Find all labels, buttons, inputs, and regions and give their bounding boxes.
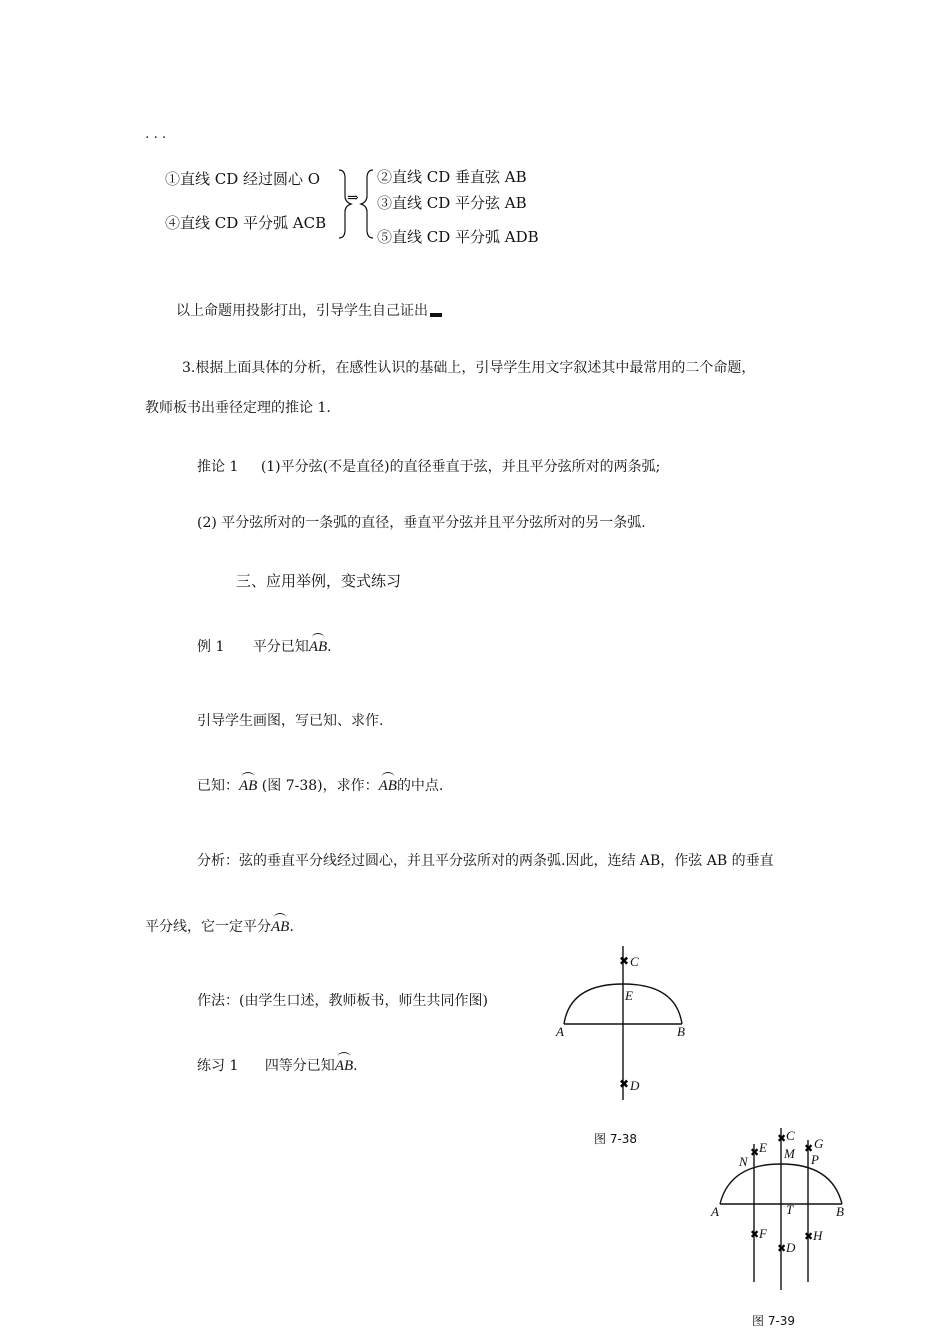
svg-text:✖: ✖ xyxy=(804,1142,814,1155)
fig38-caption: 图 7-38 xyxy=(594,1132,638,1146)
method-text: 作法：(由学生口述，教师板书，师生共同作图) xyxy=(197,993,488,1009)
svg-text:✖: ✖ xyxy=(777,1242,787,1255)
arc-ab: AB xyxy=(239,778,258,794)
paragraph-projection-text: 以上命题用投影打出，引导学生自己证出 xyxy=(176,303,428,319)
fig39-label-H: H xyxy=(813,1228,823,1243)
svg-text:✖: ✖ xyxy=(804,1230,814,1243)
paragraph-projection xyxy=(176,300,442,320)
corollary-label: 推论 1 xyxy=(197,459,239,475)
fig39-label-M: M xyxy=(784,1146,795,1161)
logic-left-2: ④直线 CD 平分弧 ACB xyxy=(165,214,327,232)
corollary-1-text: (1)平分弦(不是直径)的直径垂直于弦，并且平分弦所对的两条弧; xyxy=(260,459,661,475)
section-heading: 三、应用举例，变式练习 xyxy=(236,572,402,590)
given-mid: (图 7-38)，求作： xyxy=(257,778,379,794)
analysis-end: . xyxy=(289,919,294,935)
given-end: 的中点. xyxy=(396,778,444,794)
fig38-label-B: B xyxy=(677,1024,685,1039)
exercise-text: 四等分已知 xyxy=(264,1058,335,1074)
analysis-line2 xyxy=(145,916,294,936)
guide-text: 引导学生画图，写已知、求作. xyxy=(197,713,384,729)
logic-arrow: ⇒ xyxy=(347,190,359,206)
exercise-label: 练习 1 xyxy=(197,1058,239,1074)
fig39-label-D: D xyxy=(786,1240,796,1255)
svg-text:✖: ✖ xyxy=(619,954,630,968)
analysis-line1: 分析：弦的垂直平分线经过圆心，并且平分弦所对的两条弧.因此，连结 AB，作弦 AB 的垂直 xyxy=(197,853,774,869)
fig38-label-D: D xyxy=(630,1078,640,1093)
fig39-label-T: T xyxy=(786,1202,794,1217)
logic-right-3: ⑤直线 CD 平分弧 ADB xyxy=(377,228,539,246)
corollary-2: (2) 平分弦所对的一条弧的直径，垂直平分弦并且平分弦所对的另一条弧. xyxy=(197,515,646,531)
fig38-label-A: A xyxy=(556,1024,564,1039)
fig39-label-N: N xyxy=(739,1154,748,1169)
svg-text:✖: ✖ xyxy=(750,1146,760,1159)
fig39-label-C: C xyxy=(786,1128,795,1143)
fig39-caption: 图 7-39 xyxy=(752,1314,796,1328)
exercise-1 xyxy=(197,1055,358,1075)
arc-ab: AB xyxy=(334,1058,354,1074)
logic-diagram xyxy=(165,160,565,255)
fig39-label-P: P xyxy=(811,1152,819,1167)
logic-right-1: ②直线 CD 垂直弦 AB xyxy=(377,168,527,186)
logic-right-2: ③直线 CD 平分弦 AB xyxy=(377,194,527,212)
paragraph-3-line1: 3.根据上面具体的分析，在感性认识的基础上，引导学生用文字叙述其中最常用的二个命题， xyxy=(182,360,756,376)
fig39-label-F: F xyxy=(759,1226,767,1241)
example-label: 例 1 xyxy=(197,639,225,655)
svg-text:✖: ✖ xyxy=(750,1228,760,1241)
fig39-label-E: E xyxy=(759,1140,767,1155)
fig38-label-C: C xyxy=(630,954,639,969)
paragraph-3-line2: 教师板书出垂径定理的推论 1. xyxy=(145,400,331,416)
fig39-label-B: B xyxy=(836,1204,844,1219)
arc-ab: AB xyxy=(308,639,328,655)
arc-ab: AB xyxy=(271,919,290,935)
corollary-1 xyxy=(197,456,660,476)
fig38-label-E: E xyxy=(625,988,633,1003)
exercise-end: . xyxy=(353,1058,358,1074)
given-pre: 已知： xyxy=(197,778,239,794)
analysis-pre: 平分线，它一定平分 xyxy=(145,919,271,935)
example-end: . xyxy=(327,639,332,655)
example-text: 平分已知 xyxy=(252,639,309,655)
figure-7-38 xyxy=(550,940,700,1150)
svg-text:✖: ✖ xyxy=(777,1132,787,1145)
header-fragment: ... xyxy=(145,134,171,142)
cursor-mark xyxy=(430,313,442,317)
fig39-label-G: G xyxy=(814,1136,824,1151)
arc-ab: AB xyxy=(378,778,397,794)
logic-left-1: ①直线 CD 经过圆心 O xyxy=(165,170,321,188)
svg-text:✖: ✖ xyxy=(619,1077,630,1091)
figure-7-39 xyxy=(708,1122,858,1332)
example-1 xyxy=(197,636,332,656)
fig39-label-A: A xyxy=(711,1204,719,1219)
given-line xyxy=(197,775,443,795)
